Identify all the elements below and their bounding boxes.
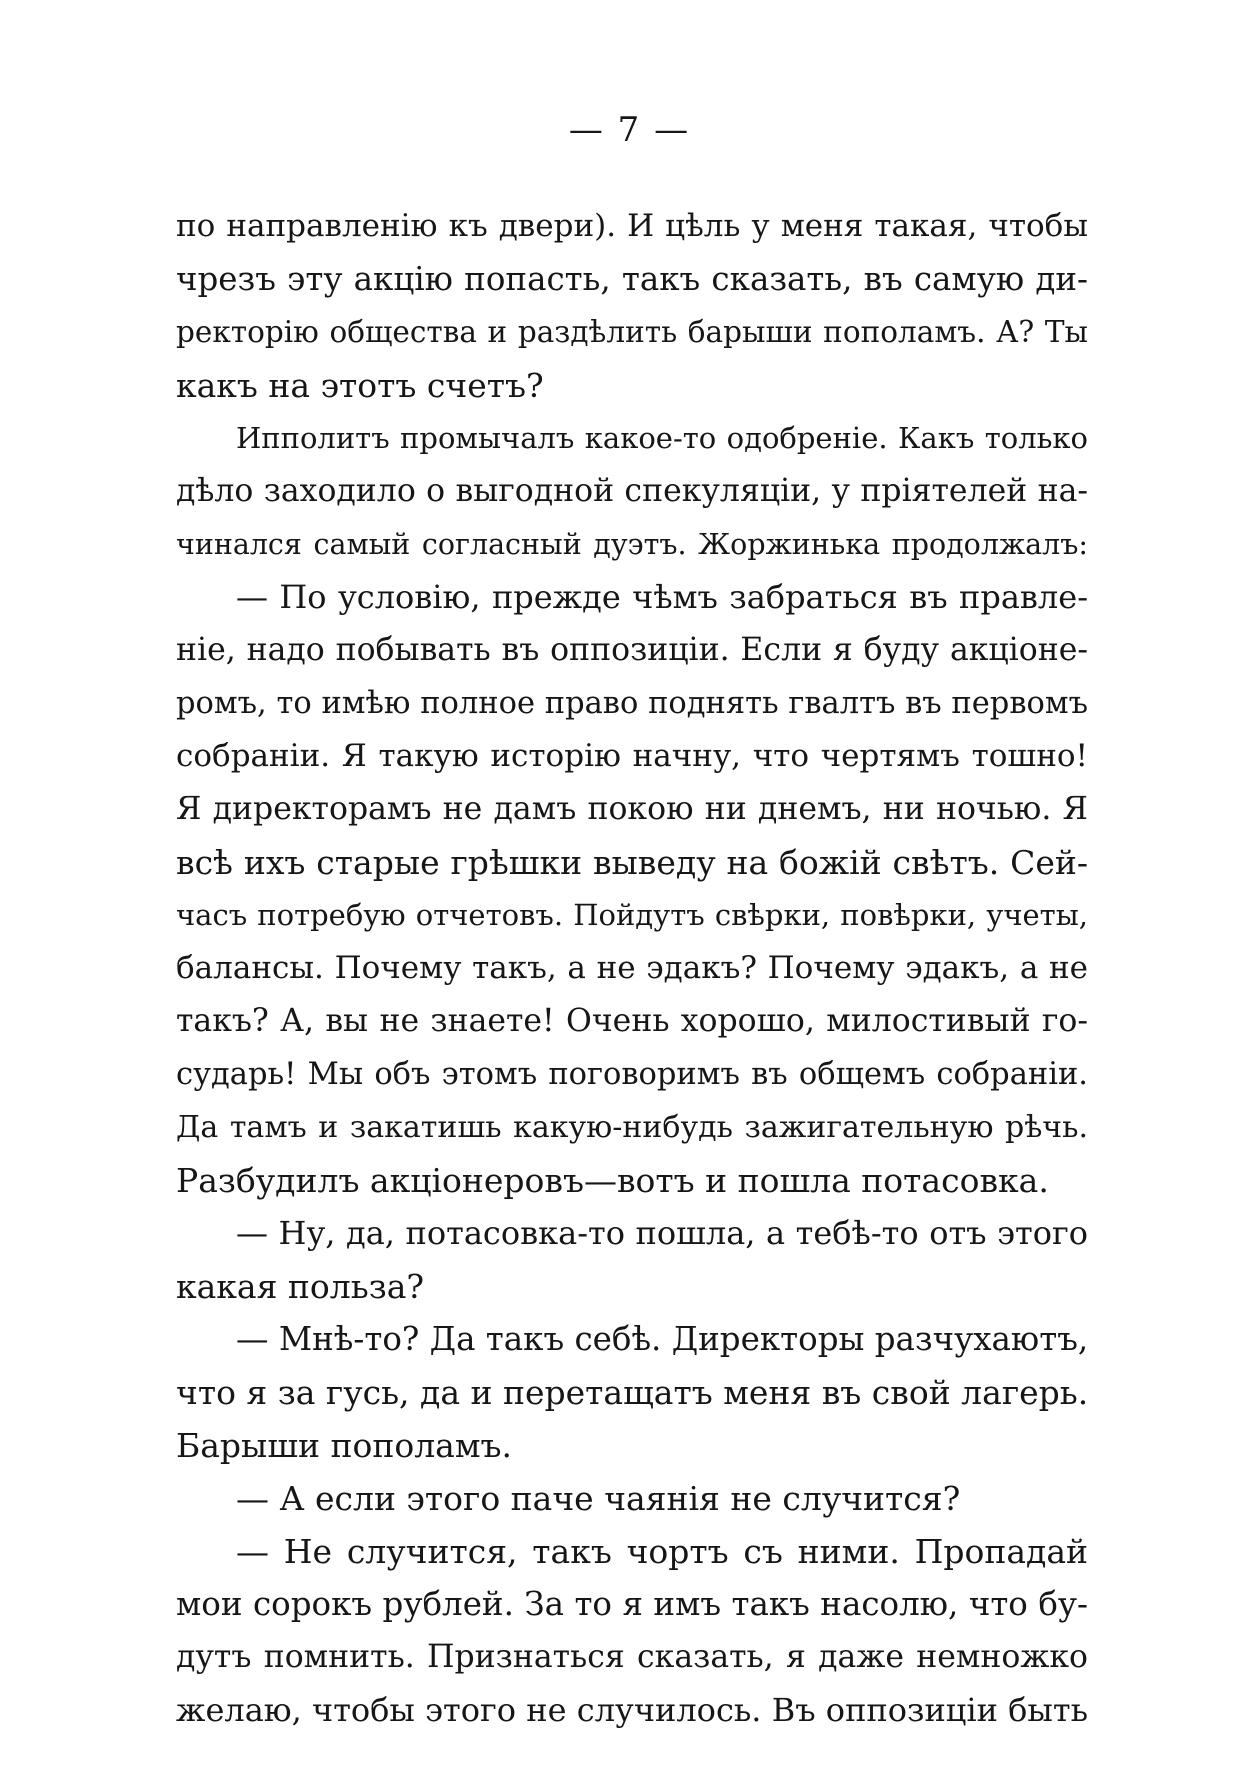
text-line: — Не случится, такъ чортъ съ ними. Пропадай <box>236 1532 1088 1571</box>
text-line: мои сорокъ рублей. За то я имъ такъ насолю, что бу- <box>176 1585 1088 1623</box>
text-line: — А если этого паче чаянія не случится? <box>236 1479 961 1518</box>
text-line: балансы. Почему такъ, а не эдакъ? Почему эдакъ, а не <box>176 950 1088 986</box>
text-line: по направленію къ двери). И цѣль у меня такая, чтобы <box>176 208 1088 244</box>
text-line: ромъ, то имѣю полное право поднять гвалтъ въ первомъ <box>176 686 1088 721</box>
page-number: — 7 — <box>568 110 691 150</box>
text-line: какъ на этотъ счетъ? <box>176 366 544 405</box>
text-line: Да тамъ и закатишь какую-нибудь зажигательную рѣчь. <box>176 1110 1088 1145</box>
text-line: ніе, надо побывать въ оппозиціи. Если я буду акціоне- <box>176 632 1088 668</box>
text-line: — Ну, да, потасовка-то пошла, а тебѣ-то отъ этого <box>236 1214 1088 1252</box>
text-line: — По условію, прежде чѣмъ забраться въ правле- <box>236 578 1088 616</box>
text-line: желаю, чтобы этого не случилось. Въ оппозиціи быть <box>176 1691 1088 1729</box>
text-line: такъ? А, вы не знаете! Очень хорошо, милостивый го- <box>176 1003 1088 1039</box>
body-text <box>176 200 1088 1737</box>
text-line: ректорію общества и раздѣлить барыши пополамъ. А? Ты <box>176 315 1088 349</box>
text-line: дѣло заходило о выгодной спекуляціи, у пріятелей на- <box>176 473 1088 509</box>
text-line: Ипполитъ промычалъ какое-то одобреніе. Какъ только <box>236 421 1088 455</box>
text-line: дутъ помнить. Признаться сказать, я даже немножко <box>176 1639 1088 1675</box>
text-line: Барыши пополамъ. <box>176 1426 512 1465</box>
text-line: всѣ ихъ старые грѣшки выведу на божій свѣтъ. Сей- <box>176 843 1088 882</box>
text-line: часъ потребую отчетовъ. Пойдутъ свѣрки, повѣрки, учеты, <box>176 898 1088 932</box>
text-line: Разбудилъ акціонеровъ—вотъ и пошла потасовка. <box>176 1161 1049 1200</box>
text-line: Я директорамъ не дамъ покою ни днемъ, ни ночью. Я <box>176 791 1088 827</box>
text-line: собраніи. Я такую исторію начну, что чертямъ тошно! <box>176 738 1088 774</box>
text-line: чрезъ эту акцію попасть, такъ сказать, въ самую ди- <box>176 260 1088 298</box>
text-line: какая польза? <box>176 1267 425 1306</box>
text-line: что я за гусь, да и перетащатъ меня въ свой лагерь. <box>176 1373 1089 1412</box>
text-line: чинался самый согласный дуэтъ. Жоржинька продолжалъ: <box>176 528 1088 561</box>
text-line: — Мнѣ-то? Да такъ себѣ. Директоры разчухаютъ, <box>236 1320 1089 1358</box>
text-line: сударь! Мы объ этомъ поговоримъ въ общемъ собраніи. <box>176 1057 1088 1092</box>
